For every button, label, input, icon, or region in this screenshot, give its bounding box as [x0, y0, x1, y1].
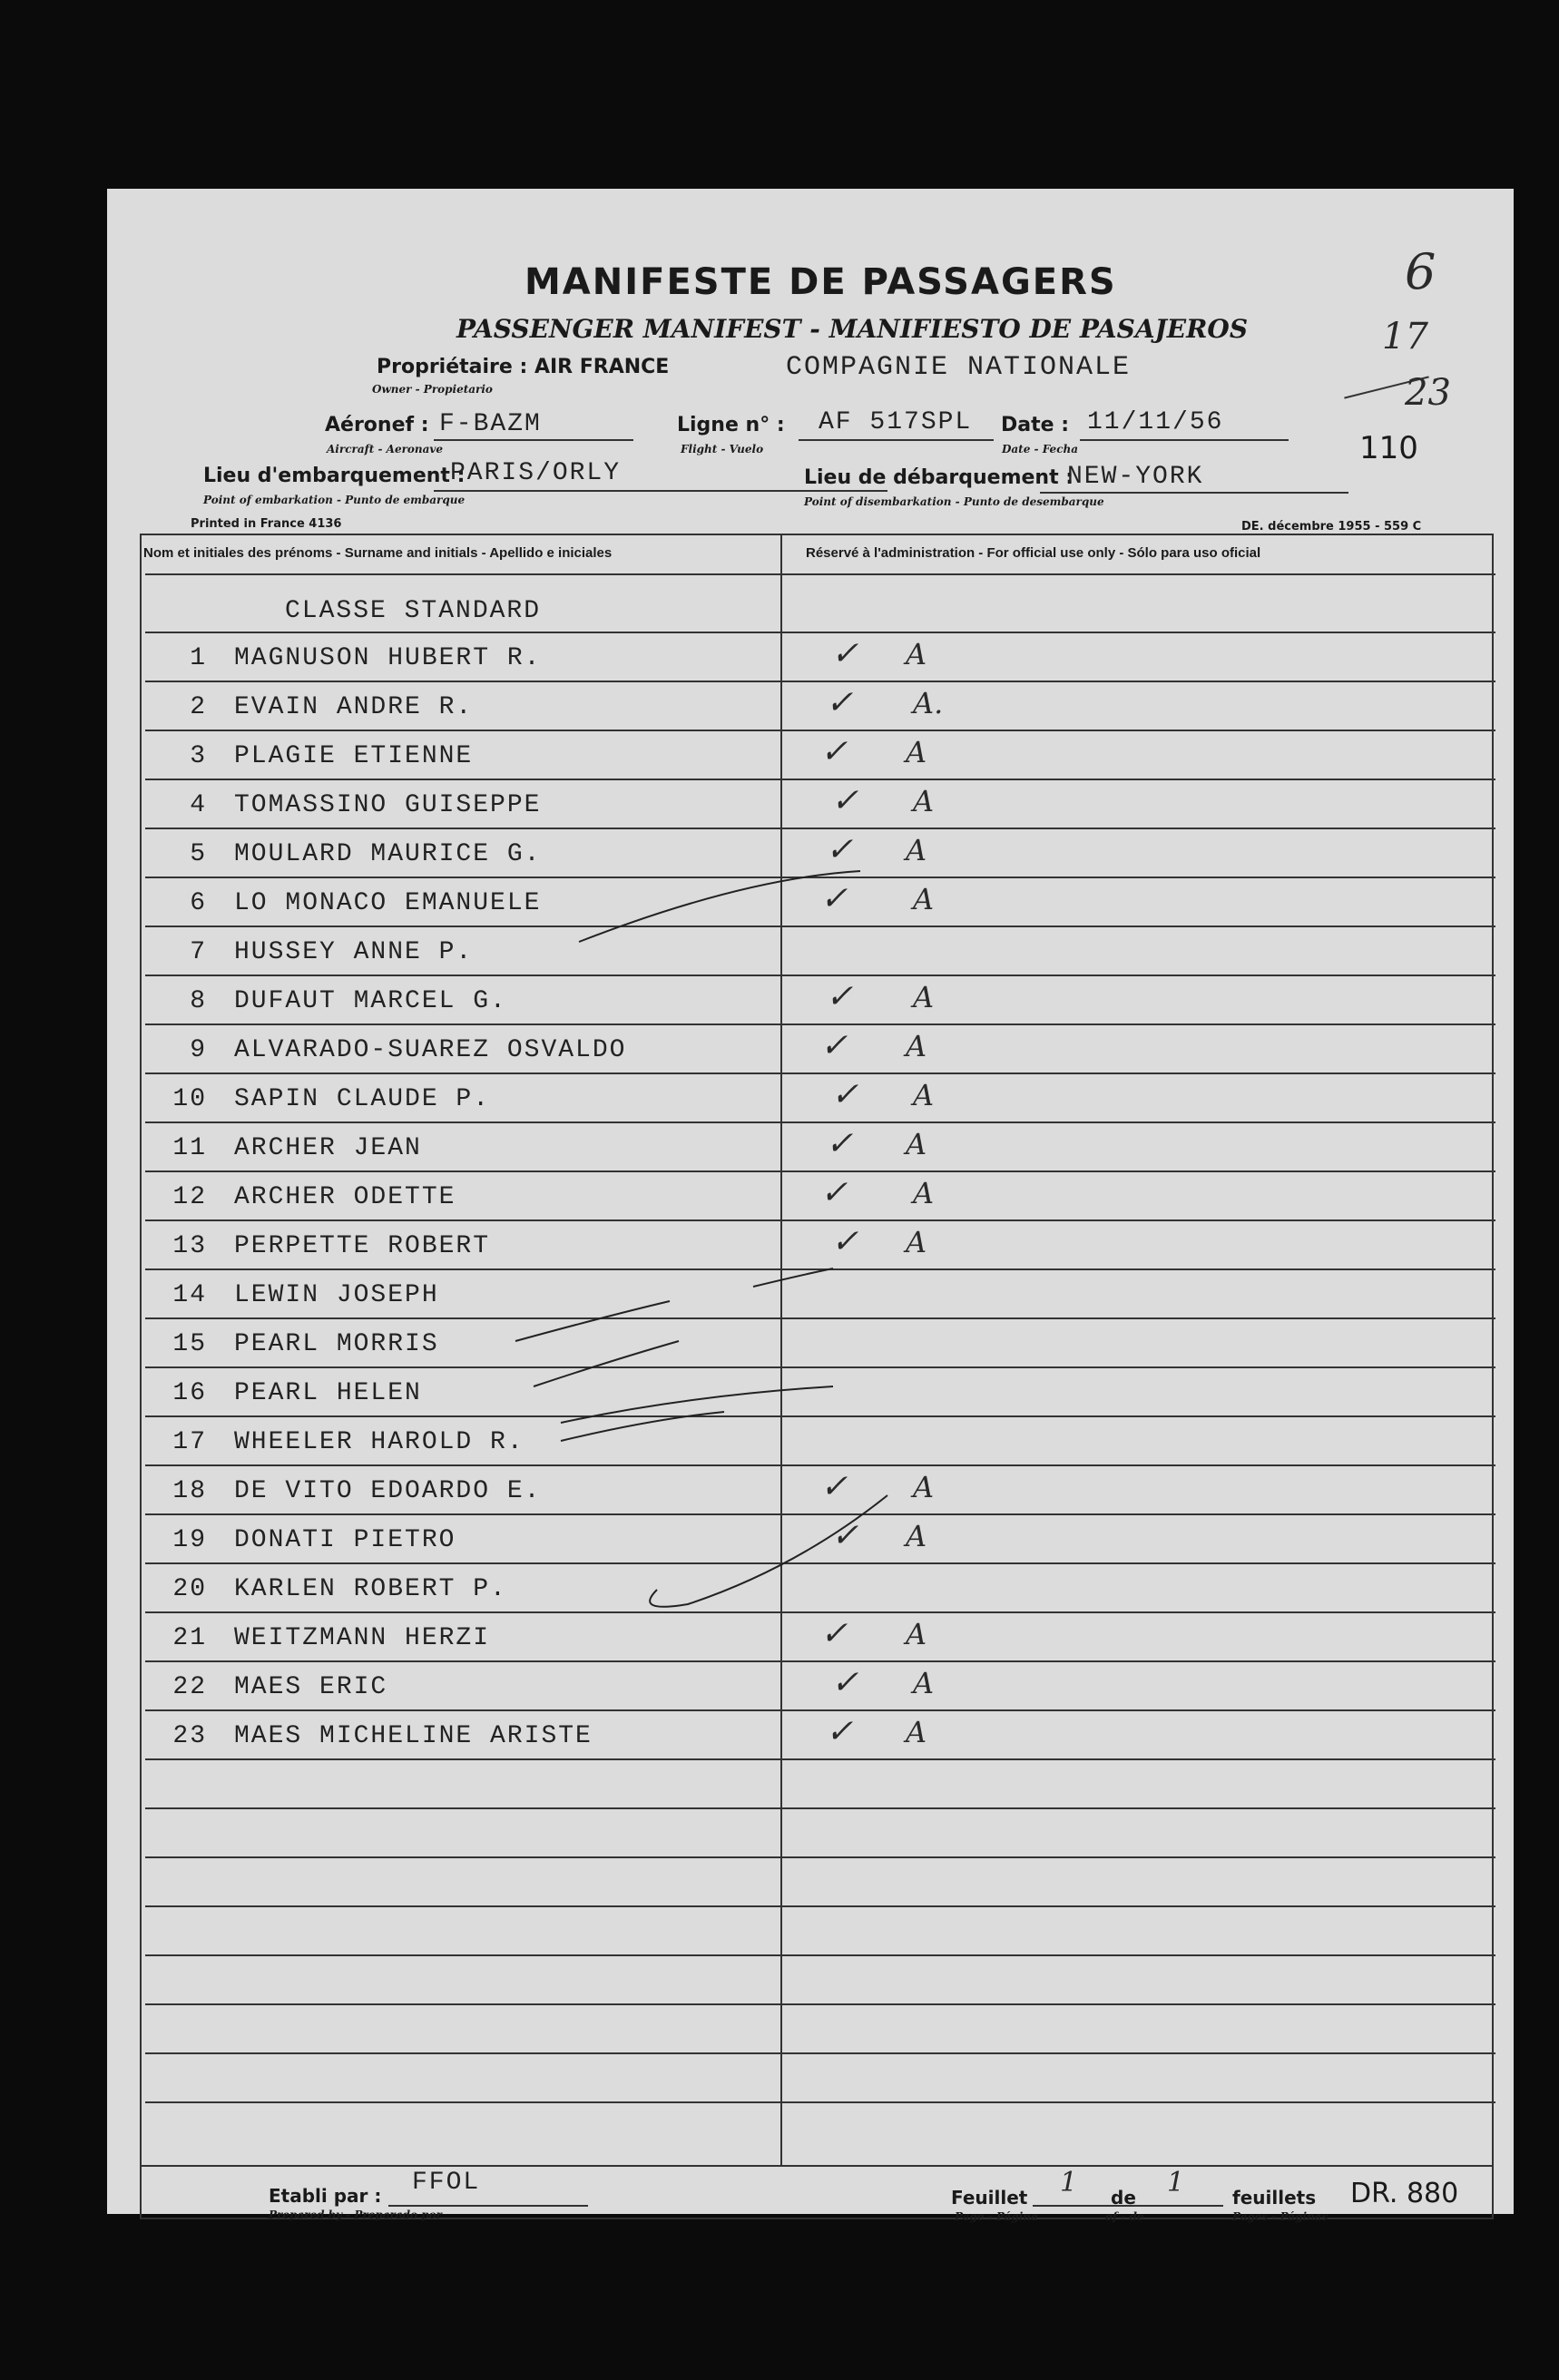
document-reference: DR. 880	[1350, 2178, 1459, 2209]
admin-status-mark: A	[913, 882, 935, 916]
embark-value: PARIS/ORLY	[450, 459, 622, 487]
passenger-name: ARCHER ODETTE	[234, 1183, 456, 1211]
sheets-sub: Pages - Páginas	[1232, 2210, 1329, 2223]
passenger-name: MOULARD MAURICE G.	[234, 840, 542, 868]
prepared-label: Etabli par :	[269, 2185, 382, 2207]
passenger-name: MAES ERIC	[234, 1673, 388, 1701]
admin-status-mark: A	[906, 637, 927, 671]
passenger-name: PEARL HELEN	[234, 1379, 422, 1407]
line-label: Ligne n° :	[677, 414, 785, 436]
passenger-number: 20	[172, 1575, 207, 1603]
admin-status-mark: A.	[913, 686, 944, 720]
passenger-number: 18	[172, 1477, 207, 1505]
passenger-number: 12	[172, 1183, 207, 1211]
admin-status-mark: A	[906, 1127, 927, 1161]
sheet-label: Feuillet	[951, 2187, 1028, 2209]
passenger-number: 21	[172, 1624, 207, 1652]
passenger-number: 7	[190, 938, 207, 966]
prepared-sub: Prepared by - Preparado por	[269, 2209, 442, 2221]
admin-check-mark: ✓	[831, 782, 859, 819]
admin-check-mark: ✓	[831, 635, 859, 672]
date-value: 11/11/56	[1087, 408, 1224, 436]
prepared-value: FFOL	[412, 2169, 481, 2197]
passenger-number: 9	[190, 1036, 207, 1064]
passenger-name: ALVARADO-SUAREZ OSVALDO	[234, 1036, 627, 1064]
admin-status-mark: A	[906, 1519, 927, 1553]
of-label: de	[1111, 2187, 1136, 2209]
passenger-name: TOMASSINO GUISEPPE	[234, 791, 542, 819]
admin-check-mark: ✓	[820, 1615, 848, 1652]
passenger-name: SAPIN CLAUDE P.	[234, 1085, 491, 1113]
aircraft-label: Aéronef :	[325, 414, 429, 436]
sheet-value: 1	[1060, 2167, 1078, 2199]
line-value: AF 517SPL	[819, 408, 973, 436]
passenger-number: 17	[172, 1428, 207, 1456]
admin-check-mark: ✓	[826, 1713, 854, 1750]
admin-check-mark: ✓	[831, 1517, 859, 1554]
passenger-name: ARCHER JEAN	[234, 1134, 422, 1162]
passenger-number: 8	[190, 987, 207, 1015]
admin-check-mark: ✓	[820, 1027, 848, 1064]
passenger-name: PLAGIE ETIENNE	[234, 742, 474, 770]
passenger-name: LEWIN JOSEPH	[234, 1281, 439, 1309]
passenger-name: EVAIN ANDRE R.	[234, 693, 474, 721]
admin-status-mark: A	[913, 1078, 935, 1112]
admin-check-mark: ✓	[820, 880, 848, 917]
passenger-name: WEITZMANN HERZI	[234, 1624, 491, 1652]
owner-sub: Owner - Propietario	[372, 383, 493, 396]
admin-status-mark: A	[913, 1666, 935, 1700]
passenger-name: PEARL MORRIS	[234, 1330, 439, 1358]
passenger-name: DUFAUT MARCEL G.	[234, 987, 507, 1015]
admin-status-mark: A	[906, 1225, 927, 1259]
admin-status-mark: A	[913, 784, 935, 818]
passenger-name: PERPETTE ROBERT	[234, 1232, 491, 1260]
passenger-number: 10	[172, 1085, 207, 1113]
class-label: CLASSE STANDARD	[285, 597, 542, 625]
col-name-header: Nom et initiales des prénoms - Surname and initials - Apellido e iniciales	[143, 545, 613, 561]
passenger-name: MAES MICHELINE ARISTE	[234, 1722, 593, 1750]
embark-label: Lieu d'embarquement :	[203, 465, 466, 487]
of-value: 1	[1167, 2167, 1185, 2199]
admin-check-mark: ✓	[826, 684, 854, 721]
date-sub: Date - Fecha	[1002, 443, 1078, 455]
admin-check-mark: ✓	[826, 831, 854, 868]
line-sub: Flight - Vuelo	[681, 443, 764, 455]
owner-value: COMPAGNIE NATIONALE	[786, 352, 1132, 383]
of-sub: of - de	[1105, 2210, 1144, 2223]
fraction-bottom: 23	[1405, 372, 1451, 414]
admin-status-mark: A	[906, 1029, 927, 1063]
admin-status-mark: A	[913, 1176, 935, 1210]
page-number-handwritten: 6	[1405, 243, 1436, 300]
stamp-number: 110	[1359, 430, 1418, 466]
admin-check-mark: ✓	[820, 1468, 848, 1505]
form-reference: DE. décembre 1955 - 559 C	[1241, 520, 1422, 534]
embark-sub: Point of embarkation - Punto de embarque	[203, 494, 466, 506]
page-subtitle: PASSENGER MANIFEST - MANIFIESTO DE PASAJEROS	[456, 314, 1249, 344]
passenger-name: DE VITO EDOARDO E.	[234, 1477, 542, 1505]
passenger-name: WHEELER HAROLD R.	[234, 1428, 525, 1456]
passenger-number: 19	[172, 1526, 207, 1554]
aircraft-sub: Aircraft - Aeronave	[327, 443, 444, 455]
manifest-sheet	[107, 189, 1514, 2223]
passenger-number: 6	[190, 889, 207, 917]
admin-check-mark: ✓	[826, 978, 854, 1015]
sheet-sub: Page - Página	[955, 2210, 1038, 2223]
admin-status-mark: A	[906, 833, 927, 867]
disembark-label: Lieu de débarquement :	[804, 466, 1074, 489]
disembark-value: NEW-YORK	[1067, 463, 1204, 491]
admin-check-mark: ✓	[831, 1076, 859, 1113]
admin-check-mark: ✓	[820, 733, 848, 770]
admin-status-mark: A	[913, 1470, 935, 1504]
printed-note: Printed in France 4136	[191, 517, 342, 531]
disembark-sub: Point of disembarkation - Punto de desembarque	[804, 495, 1104, 508]
admin-check-mark: ✓	[826, 1125, 854, 1162]
admin-status-mark: A	[906, 1617, 927, 1651]
admin-check-mark: ✓	[831, 1223, 859, 1260]
passenger-name: LO MONACO EMANUELE	[234, 889, 542, 917]
passenger-number: 14	[172, 1281, 207, 1309]
pen-strokes	[107, 189, 1514, 2214]
passenger-number: 3	[190, 742, 207, 770]
aircraft-value: F-BAZM	[439, 410, 542, 438]
admin-check-mark: ✓	[831, 1664, 859, 1701]
page-title: MANIFESTE DE PASSAGERS	[525, 261, 1117, 303]
fraction-top: 17	[1382, 316, 1428, 357]
passenger-number: 15	[172, 1330, 207, 1358]
date-label: Date :	[1001, 414, 1070, 436]
passenger-number: 23	[172, 1722, 207, 1750]
passenger-number: 11	[172, 1134, 207, 1162]
passenger-number: 2	[190, 693, 207, 721]
passenger-number: 1	[190, 644, 207, 672]
passenger-name: DONATI PIETRO	[234, 1526, 456, 1554]
passenger-number: 5	[190, 840, 207, 868]
passenger-number: 4	[190, 791, 207, 819]
sheets-label: feuillets	[1232, 2187, 1317, 2209]
passenger-number: 22	[172, 1673, 207, 1701]
admin-status-mark: A	[906, 1715, 927, 1749]
col-admin-header: Réservé à l'administration - For official use only - Sólo para uso oficial	[806, 545, 1261, 561]
passenger-name: KARLEN ROBERT P.	[234, 1575, 507, 1603]
admin-status-mark: A	[906, 735, 927, 769]
passenger-number: 16	[172, 1379, 207, 1407]
owner-label: Propriétaire : AIR FRANCE	[377, 356, 670, 378]
admin-check-mark: ✓	[820, 1174, 848, 1211]
passenger-number: 13	[172, 1232, 207, 1260]
passenger-name: HUSSEY ANNE P.	[234, 938, 474, 966]
passenger-name: MAGNUSON HUBERT R.	[234, 644, 542, 672]
admin-status-mark: A	[913, 980, 935, 1014]
